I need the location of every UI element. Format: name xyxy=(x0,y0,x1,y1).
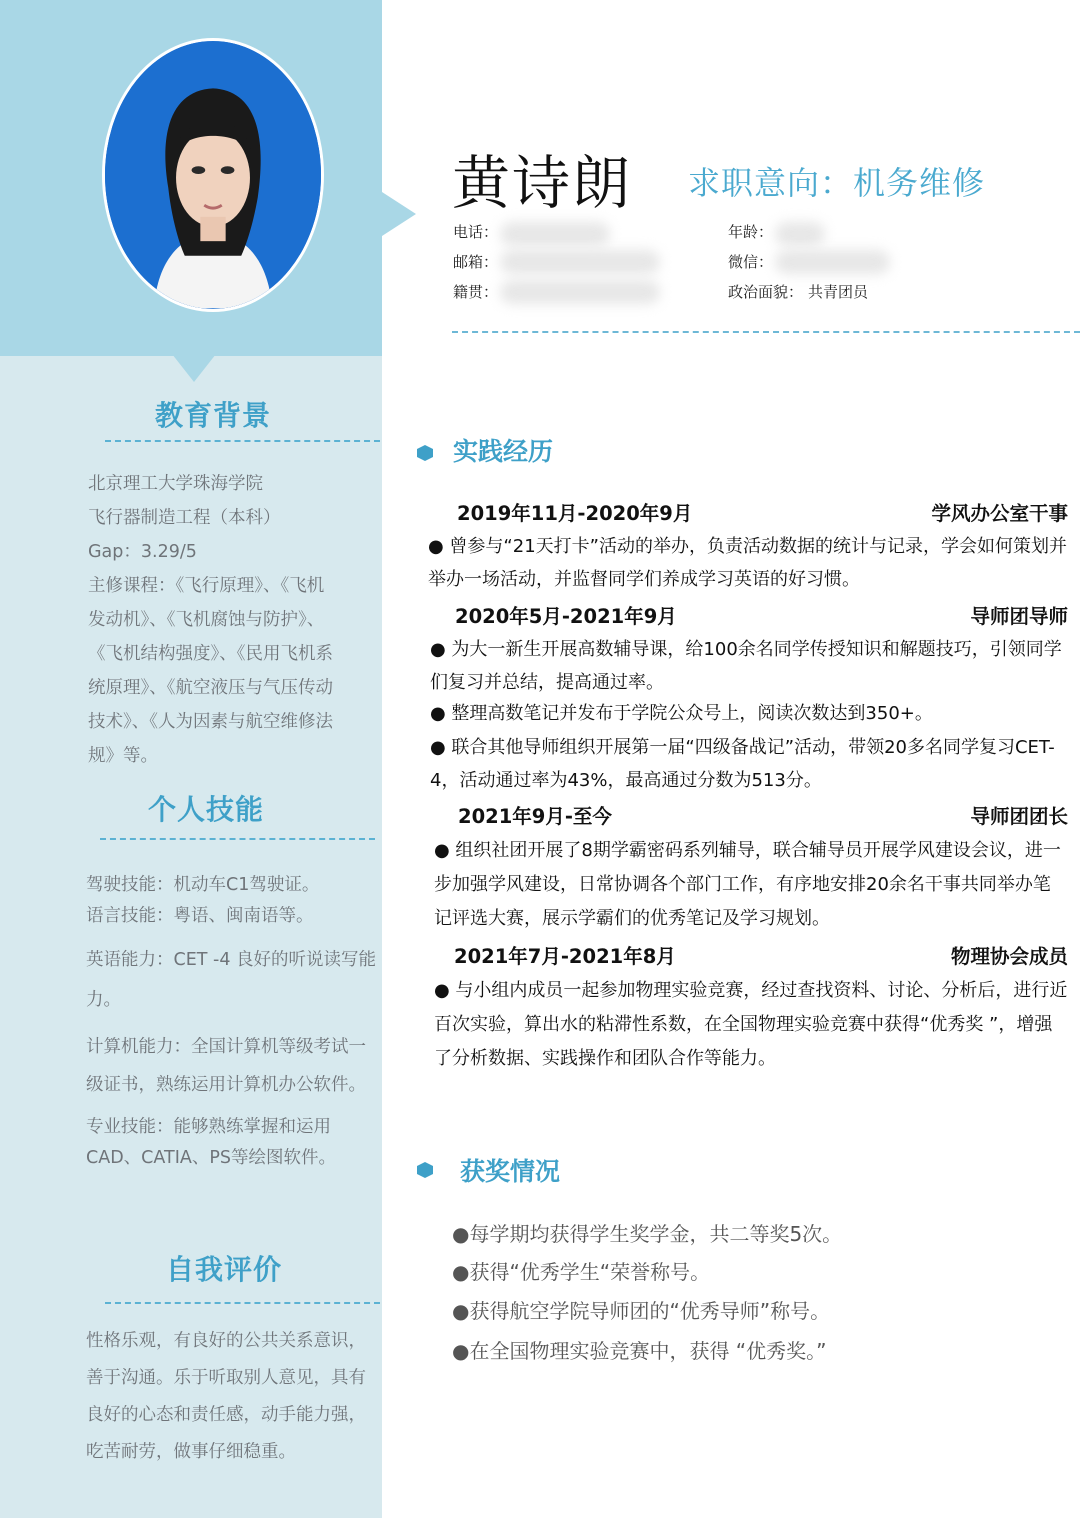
education-line: 《飞机结构强度》、《民用飞机系 xyxy=(88,644,333,664)
photo-pointer-right xyxy=(382,192,416,236)
education-line: 飞行器制造工程（本科） xyxy=(88,508,281,528)
experience-header xyxy=(454,941,1068,971)
political-value: 共青团员 xyxy=(808,283,869,301)
education-line: 发动机》、《飞机腐蚀与防护》、 xyxy=(88,610,325,630)
education-divider xyxy=(105,440,380,442)
phone-label: 电话： xyxy=(453,223,499,241)
phone-redacted xyxy=(500,222,610,246)
experience-item: ● 曾参与“21天打卡”活动的举办，负责活动数据的统计与记录，学会如何策划并举办一场活动，并监督同学们养成学习英语的好习惯。 xyxy=(428,536,1067,590)
education-title: 教育背景 xyxy=(155,399,272,432)
age-redacted xyxy=(775,222,825,246)
education-line: 技术》、《人为因素与航空维修法 xyxy=(88,712,333,732)
experience-header xyxy=(457,498,1068,528)
origin-redacted xyxy=(500,280,660,304)
education-line: 统原理》、《航空液压与气压传动 xyxy=(88,678,333,698)
experience-item: ● 为大一新生开展高数辅导课，给100余名同学传授知识和解题技巧，引领同学们复习并总结，提高通过率。 xyxy=(430,639,1062,693)
experience-role: 导师团团长 xyxy=(970,805,1068,828)
education-line: Gap：3.29/5 xyxy=(88,542,197,562)
origin-label: 籍贯： xyxy=(453,283,499,301)
award-item: ●在全国物理实验竞赛中，获得 “优秀奖。” xyxy=(452,1339,827,1363)
wechat-label: 微信： xyxy=(728,253,774,271)
wechat-redacted xyxy=(775,250,890,274)
award-item: ●每学期均获得学生奖学金，共二等奖5次。 xyxy=(452,1222,843,1246)
education-line: 主修课程：《飞行原理》、《飞机 xyxy=(88,576,325,596)
skills-title: 个人技能 xyxy=(148,793,265,826)
education-line: 规》等。 xyxy=(88,746,158,766)
experience-header xyxy=(458,801,1068,831)
email-redacted xyxy=(500,250,660,274)
skill-item: 计算机能力：全国计算机等级考试一级证书，熟练运用计算机办公软件。 xyxy=(86,1037,366,1095)
candidate-name: 黄诗朗 xyxy=(452,149,633,217)
award-item: ●获得“优秀学生“荣誉称号。 xyxy=(452,1260,711,1284)
award-item: ●获得航空学院导师团的“优秀导师”称号。 xyxy=(452,1299,831,1323)
experience-item: ● 与小组内成员一起参加物理实验竞赛，经过查找资料、讨论、分析后，进行近百次实验，算出水的粘滞性系数，在全国物理实验竞赛中获得“优秀奖 ”，增强了分析数据、实践操作和团队合作等能力。 xyxy=(434,980,1068,1069)
experience-date: 2021年9月-至今 xyxy=(458,805,612,828)
email-label: 邮箱： xyxy=(453,253,499,271)
photo-pointer-down xyxy=(172,354,216,382)
practice-title: 实践经历 xyxy=(453,437,554,466)
job-intent: 求职意向：机务维修 xyxy=(688,164,986,202)
experience-header xyxy=(455,601,1068,631)
portrait-image xyxy=(105,41,321,309)
education-content xyxy=(88,467,378,773)
skill-item: 专业技能：能够熟练掌握和运用CAD、CATIA、PS等绘图软件。 xyxy=(86,1117,336,1168)
hexagon-icon xyxy=(417,445,433,461)
experience-date: 2021年7月-2021年8月 xyxy=(454,945,676,968)
skills-divider xyxy=(100,838,375,840)
experience-item: ● 联合其他导师组织开展第一届“四级备战记”活动，带领20多名同学复习CET-4，活动通过率为43%，最高通过分数为513分。 xyxy=(430,737,1055,791)
experience-role: 物理协会成员 xyxy=(950,945,1068,968)
experience-role: 学风办公室干事 xyxy=(931,502,1068,525)
experience-item: ● 整理高数笔记并发布于学院公众号上，阅读次数达到350+。 xyxy=(430,703,933,724)
skills-content xyxy=(86,870,378,1182)
hexagon-icon xyxy=(417,1162,433,1178)
self-eval-text: 性格乐观，有良好的公共关系意识，善于沟通。乐于听取别人意见，具有良好的心态和责任感，动手能力强，吃苦耐劳，做事仔细稳重。 xyxy=(86,1331,366,1462)
self-eval-divider xyxy=(105,1302,380,1304)
skill-item: 驾驶技能：机动车C1驾驶证。 xyxy=(86,875,320,895)
avatar xyxy=(102,38,324,312)
header-divider xyxy=(452,331,1080,333)
age-label: 年龄： xyxy=(728,223,774,241)
experience-role: 导师团导师 xyxy=(970,605,1068,628)
skill-item: 语言技能：粤语、闽南语等。 xyxy=(86,906,314,926)
self-eval-title: 自我评价 xyxy=(166,1253,283,1286)
experience-item: ● 组织社团开展了8期学霸密码系列辅导，联合辅导员开展学风建设会议，进一步加强学风建设，日常协调各个部门工作，有序地安排20余名干事共同举办笔记评选大赛，展示学霸们的优秀笔记及学习规划。 xyxy=(434,840,1061,929)
skill-item: 英语能力：CET -4 良好的听说读写能力。 xyxy=(86,950,377,1010)
awards-title: 获奖情况 xyxy=(460,1157,561,1186)
education-line: 北京理工大学珠海学院 xyxy=(88,474,263,494)
experience-date: 2020年5月-2021年9月 xyxy=(455,605,677,628)
experience-date: 2019年11月-2020年9月 xyxy=(457,502,693,525)
political-label: 政治面貌： xyxy=(728,283,804,301)
